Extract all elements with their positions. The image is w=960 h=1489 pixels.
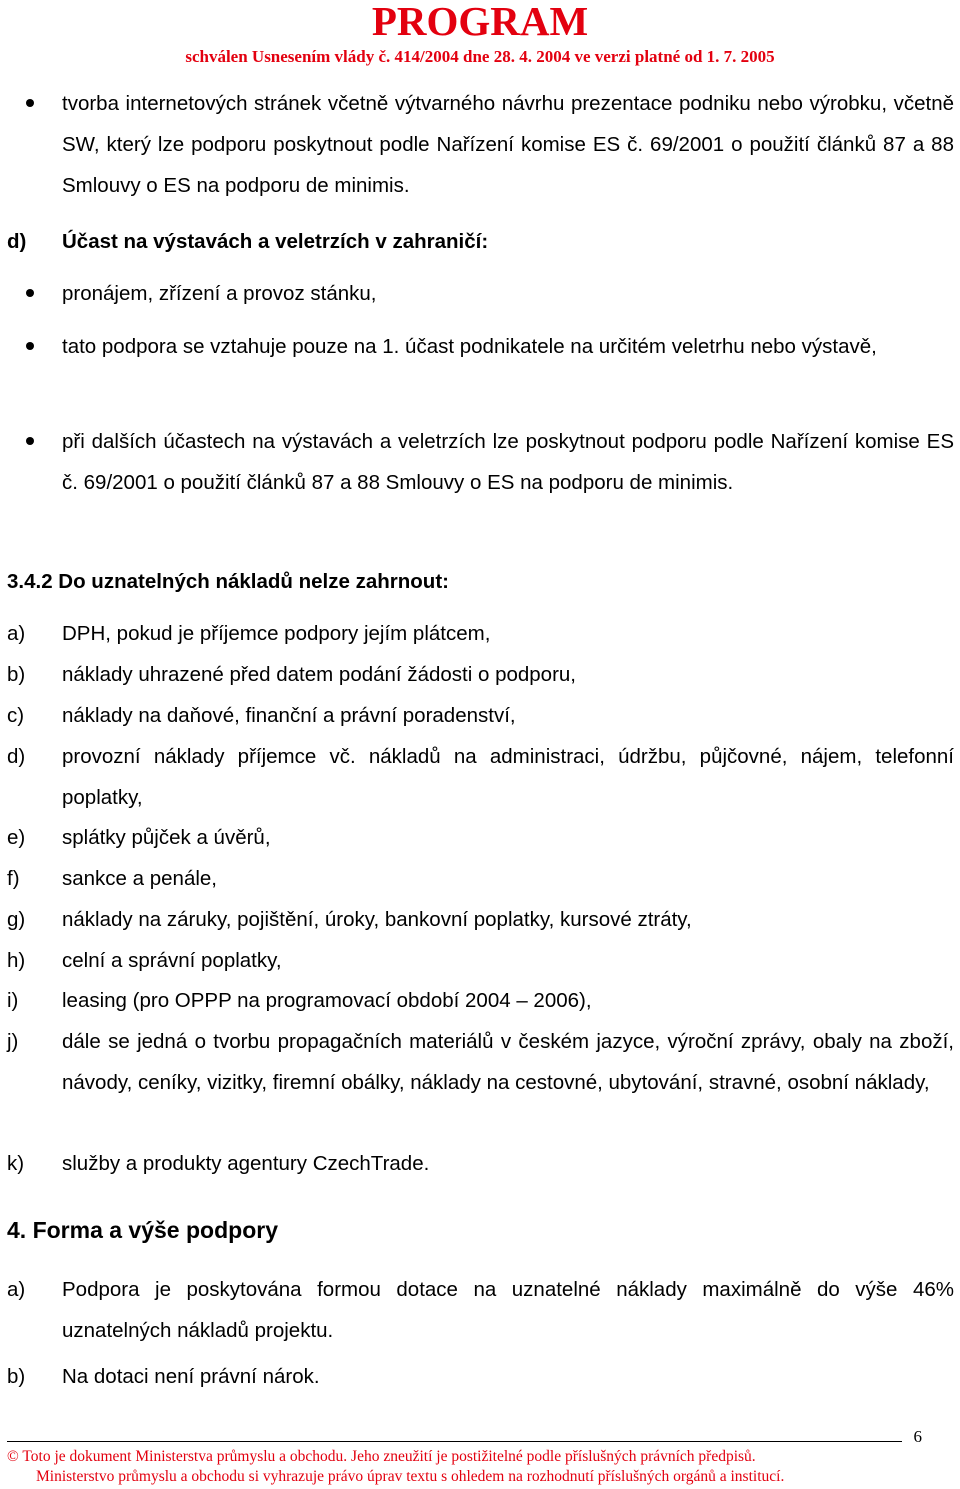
program-subtitle: schválen Usnesením vlády č. 414/2004 dne 28. 4. 2004 ve verzi platné od 1. 7. 2005 [185,47,775,66]
footer-divider [7,1441,902,1442]
item-text: náklady na záruky, pojištění, úroky, bankovní poplatky, kursové ztráty, [62,908,692,931]
item-text: celní a správní poplatky, [62,949,282,972]
item-text: leasing (pro OPPP na programovací období 2004 – 2006), [62,989,592,1012]
item-letter: c) [7,704,25,727]
section-letter: d) [7,230,27,253]
item-text: dále se jedná o tvorbu propagačních materiálů v českém jazyce, výroční zprávy, obaly na zboží, návody, ceníky, vizitky, firemní obálky, náklady na cestovné, ubytování, stravné, osobní náklady, [62,1030,954,1094]
bullet-text: při dalších účastech na výstavách a veletrzích lze poskytnout podporu podle Nařízení komise ES č. 69/2001 o použití článků 87 a 88 Smlouvy o ES na podporu de minimis. [62,430,954,494]
item-text: Podpora je poskytována formou dotace na uznatelné náklady maximálně do výše 46% uznatelných nákladů projektu. [62,1278,954,1342]
item-letter: d) [7,745,26,768]
item-letter: f) [7,867,20,890]
item-letter: b) [7,663,26,686]
footer-copyright: © Toto je dokument Ministerstva průmyslu a obchodu. Jeho zneužití je postižitelné podle příslušných právních předpisů. [7,1448,756,1465]
item-letter: g) [7,908,26,931]
item-text: náklady na daňové, finanční a právní poradenství, [62,704,516,727]
bullet-icon [26,342,34,350]
section-heading: 4. Forma a výše podpory [7,1217,278,1243]
program-title: PROGRAM [371,0,589,44]
item-letter: h) [7,949,26,972]
section-title: Účast na výstavách a veletrzích v zahraničí: [62,230,489,253]
bullet-icon [26,99,34,107]
item-letter: j) [7,1030,19,1053]
item-text: sankce a penále, [62,867,218,890]
item-letter: a) [7,1278,26,1301]
item-letter: k) [7,1152,25,1175]
bullet-text: pronájem, zřízení a provoz stánku, [62,282,377,305]
item-text: DPH, pokud je příjemce podpory jejím plátcem, [62,622,491,645]
item-letter: i) [7,989,19,1012]
item-letter: e) [7,826,26,849]
bullet-icon [26,289,34,297]
item-letter: a) [7,622,26,645]
item-text: náklady uhrazené před datem podání žádosti o podporu, [62,663,577,686]
item-text: Na dotaci není právní nárok. [62,1365,320,1388]
item-letter: b) [7,1365,26,1388]
bullet-text: tato podpora se vztahuje pouze na 1. účast podnikatele na určitém veletrhu nebo výstavě, [62,335,877,358]
page-number: 6 [913,1427,922,1446]
section-heading: 3.4.2 Do uznatelných nákladů nelze zahrnout: [7,570,449,593]
bullet-text: tvorba internetových stránek včetně výtvarného návrhu prezentace podniku nebo výrobku, včetně SW, který lze podporu poskytnout podle Nařízení komise ES č. 69/2001 o použití článků 87 a 88 Smlouvy o ES na podporu de minimis. [62,92,954,197]
page-header [0,0,960,74]
item-text: splátky půjček a úvěrů, [62,826,271,849]
item-text: služby a produkty agentury CzechTrade. [62,1152,430,1175]
item-text: provozní náklady příjemce vč. nákladů na administraci, údržbu, půjčovné, nájem, telefonní poplatky, [62,745,954,809]
footer-disclaimer: Ministerstvo průmyslu a obchodu si vyhrazuje právo úprav textu s ohledem na rozhodnutí příslušných orgánů a institucí. [36,1468,785,1485]
bullet-icon [26,437,34,445]
